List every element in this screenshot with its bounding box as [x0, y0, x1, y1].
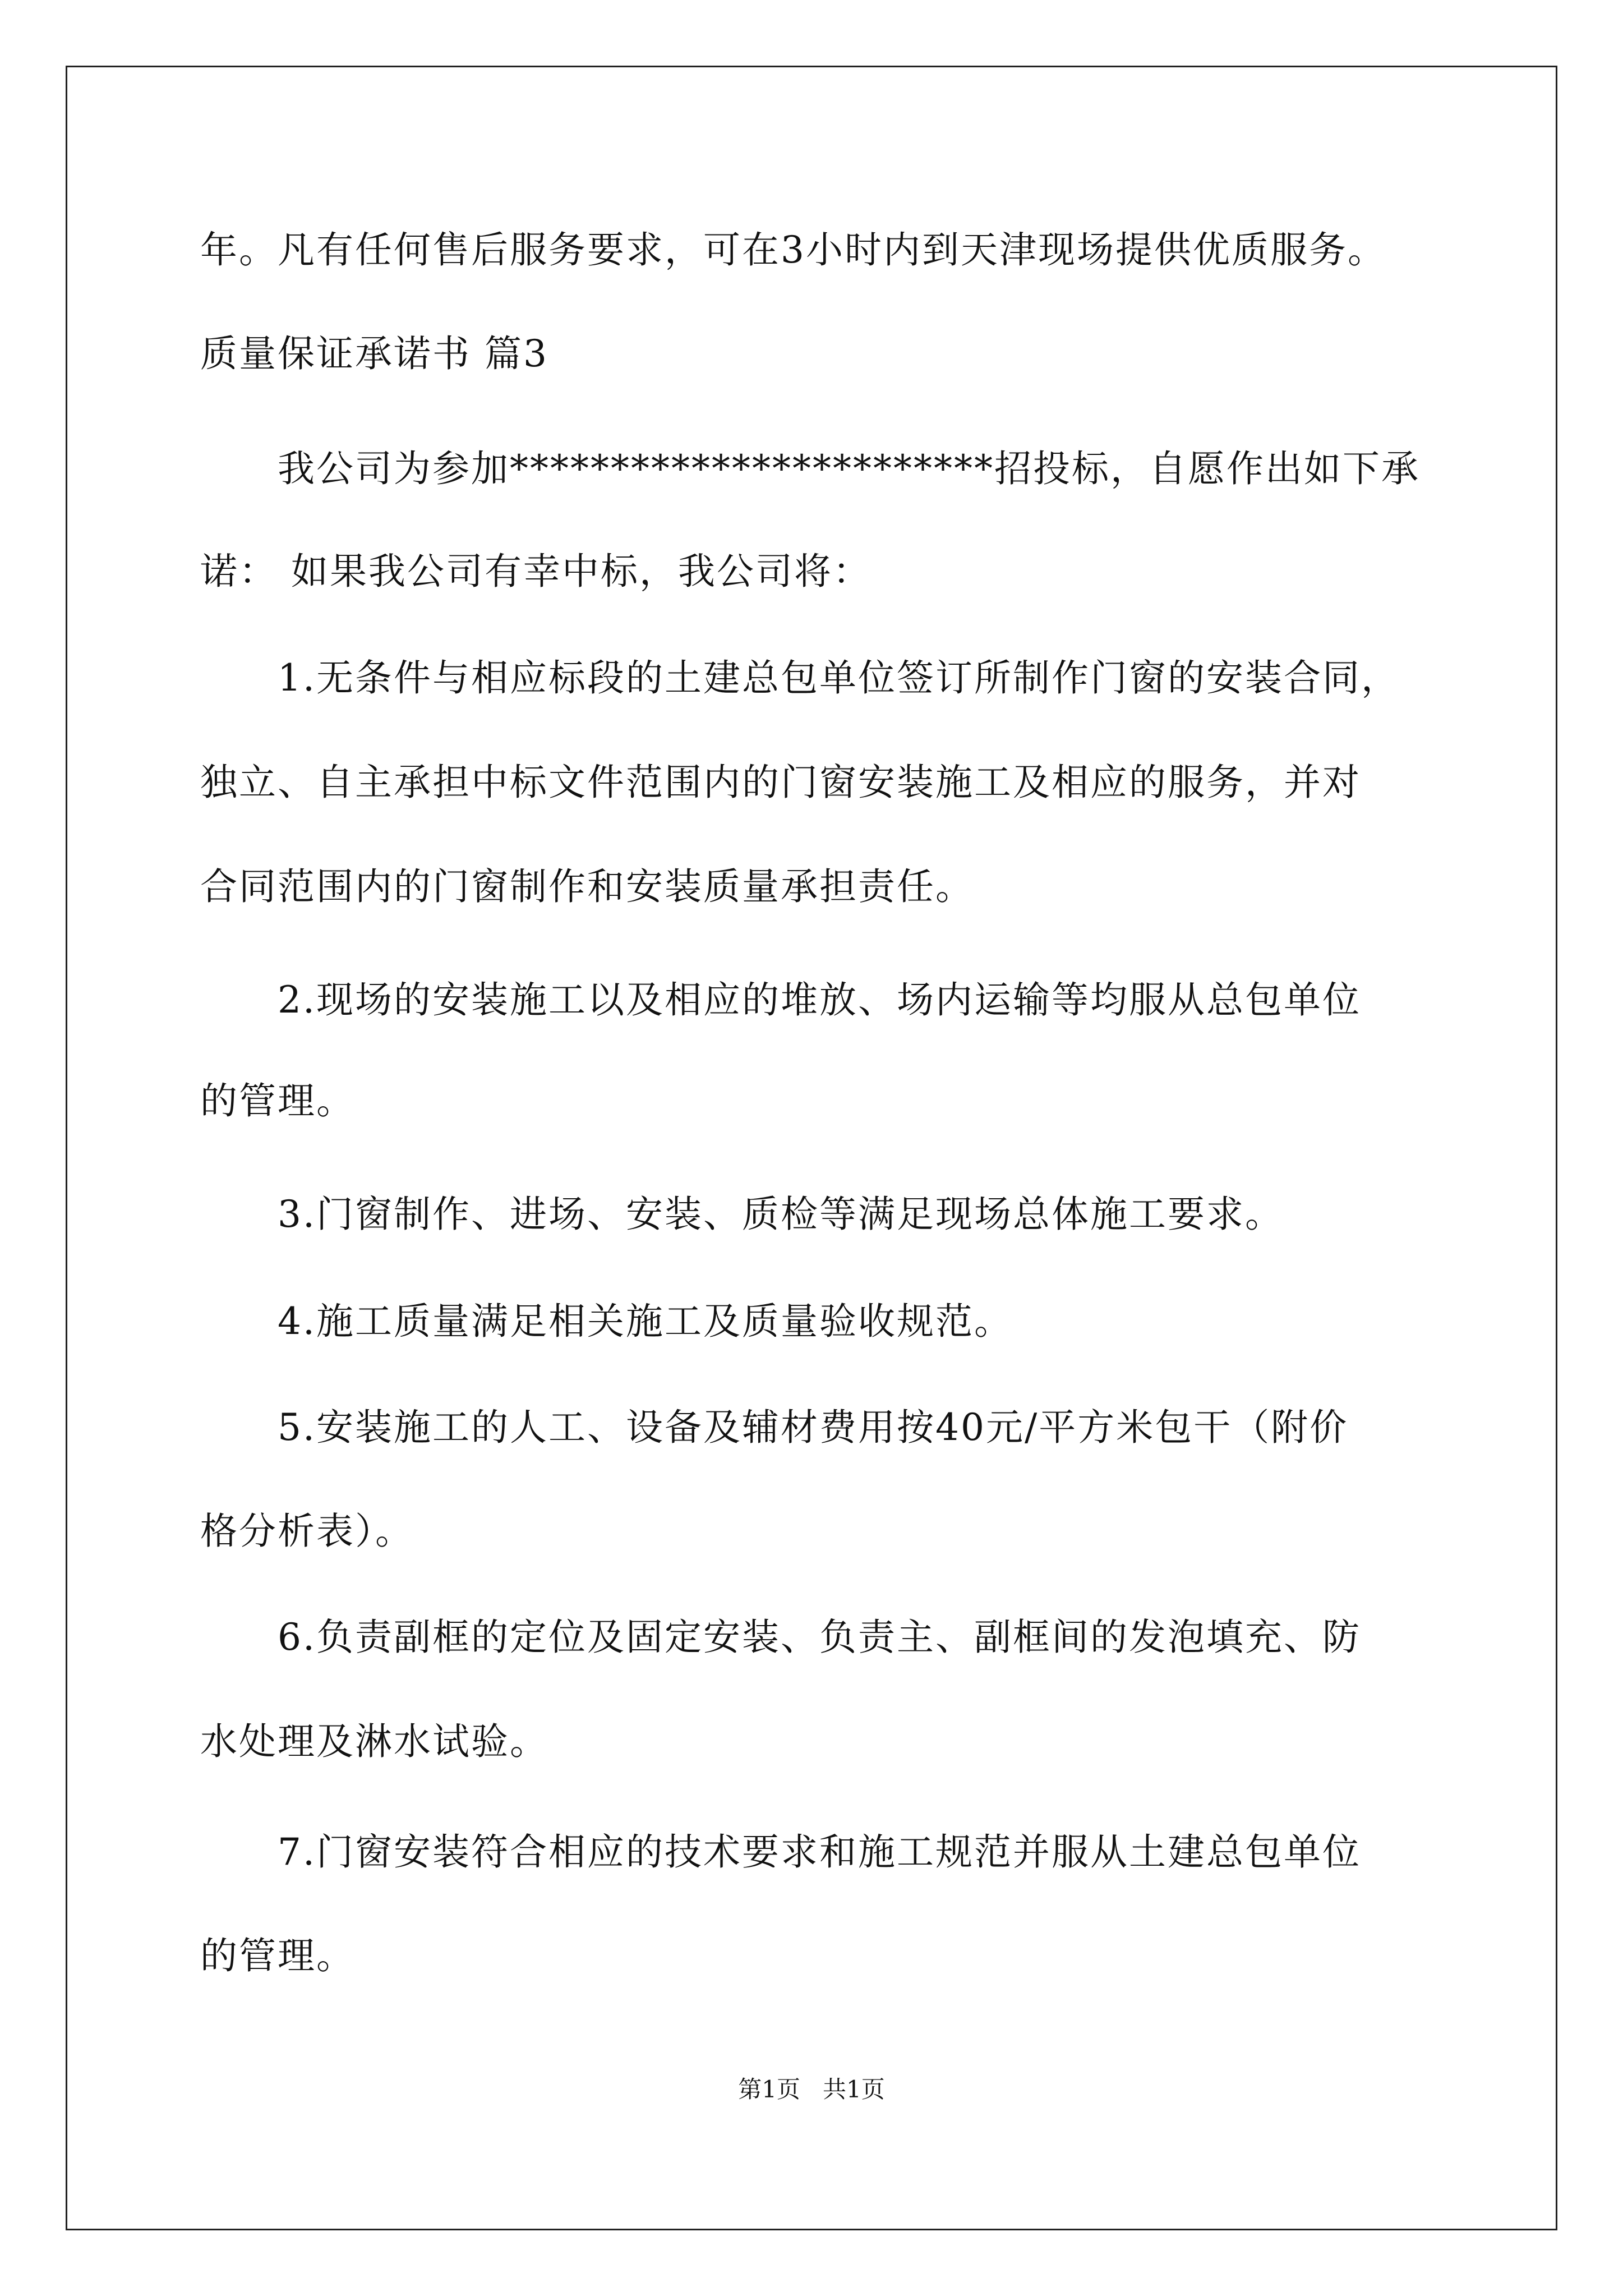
text-line: 6.负责副框的定位及固定安装、负责主、副框间的发泡填充、防	[278, 1616, 1361, 1659]
text-line: 2.现场的安装施工以及相应的堆放、场内运输等均服从总包单位	[278, 978, 1361, 1022]
text-line: 年。凡有任何售后服务要求，可在3小时内到天津现场提供优质服务。	[200, 228, 1386, 272]
section-title: 质量保证承诺书 篇3	[200, 332, 548, 375]
text-line: 7.门窗安装符合相应的技术要求和施工规范并服从土建总包单位	[278, 1830, 1361, 1874]
text-line: 格分析表）。	[200, 1510, 414, 1553]
page-border	[66, 66, 1557, 2230]
text-line: 合同范围内的门窗制作和安装质量承担责任。	[200, 865, 974, 908]
text-line: 诺： 如果我公司有幸中标，我公司将：	[200, 550, 872, 593]
text-line: 的管理。	[200, 1934, 355, 1977]
text-line: 独立、自主承担中标文件范围内的门窗安装施工及相应的服务，并对	[200, 761, 1361, 804]
page-footer: 第1页 共1页	[738, 2076, 885, 2103]
text-line: 1.无条件与相应标段的土建总包单位签订所制作门窗的安装合同，	[278, 656, 1400, 700]
text-line: 4.施工质量满足相关施工及质量验收规范。	[278, 1300, 1013, 1343]
text-line: 水处理及淋水试验。	[200, 1720, 548, 1763]
text-line: 5.安装施工的人工、设备及辅材费用按40元/平方米包干（附价	[278, 1406, 1349, 1449]
text-line: 我公司为参加************************招投标，自愿作出如下承	[278, 447, 1420, 490]
text-line: 的管理。	[200, 1079, 355, 1122]
text-line: 3.门窗制作、进场、安装、质检等满足现场总体施工要求。	[278, 1193, 1284, 1236]
